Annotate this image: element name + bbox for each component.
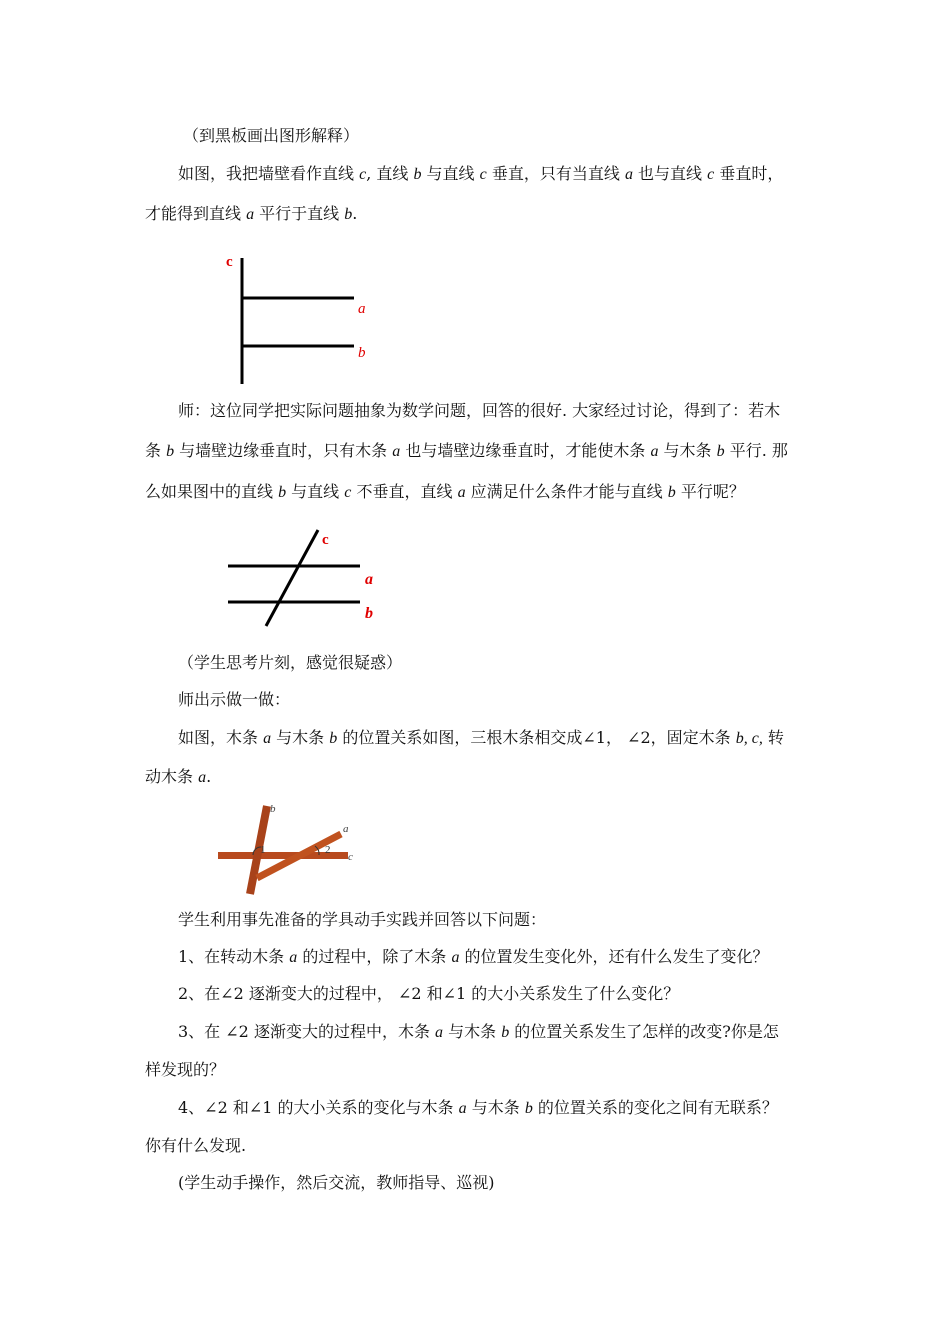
- text: 转: [762, 728, 784, 747]
- figure-wooden-sticks: [215, 800, 365, 900]
- var-a: a: [435, 1024, 444, 1041]
- text: 3、在 ∠2 逐渐变大的过程中，木条: [178, 1022, 436, 1041]
- var-a: a: [392, 443, 401, 460]
- paragraph-teacher-remark-line2: [145, 441, 788, 462]
- text: 平行. 那: [724, 441, 788, 460]
- text: 的位置发生变化外，还有什么发生了变化？: [459, 947, 769, 966]
- text: 与直线: [286, 482, 345, 501]
- var-b: b: [524, 1100, 533, 1117]
- text: 如图，我把墙壁看作直线: [178, 164, 360, 183]
- label-b: b: [365, 605, 373, 622]
- question-3-cont: 样发现的？: [145, 1060, 226, 1079]
- paragraph-wall-explanation: [178, 164, 783, 185]
- var-b: b: [166, 443, 175, 460]
- text: 平行呢？: [675, 482, 745, 501]
- text: 与木条: [271, 728, 330, 747]
- var-b: b: [501, 1024, 510, 1041]
- text: 的过程中，除了木条: [297, 947, 452, 966]
- text: 4、∠2 和∠1 的大小关系的变化与木条: [178, 1098, 459, 1117]
- label-a: a: [365, 571, 373, 588]
- paragraph-wall-explanation-cont: [145, 204, 357, 225]
- text: 与墙壁边缘垂直时，只有木条: [174, 441, 393, 460]
- var-b: b: [278, 484, 287, 501]
- text: 动木条: [145, 767, 199, 786]
- var-a: a: [451, 949, 460, 966]
- text: 垂直，只有当直线: [486, 164, 625, 183]
- var-c: c: [344, 484, 352, 501]
- label-a: a: [358, 301, 366, 317]
- note-teacher-shows-activity: 师出示做一做：: [178, 690, 291, 709]
- question-1: [178, 947, 769, 968]
- text: 与直线: [421, 164, 480, 183]
- paragraph-teacher-remark: 师：这位同学把实际问题抽象为数学问题，回答的很好. 大家经过讨论，得到了：若木: [178, 401, 781, 420]
- var-a: a: [457, 484, 466, 501]
- note-draw-on-board: （到黑板画出图形解释）: [183, 126, 360, 145]
- line-c: [266, 530, 318, 626]
- text: 也与直线: [632, 164, 708, 183]
- var-c: c: [359, 166, 367, 183]
- label-b: b: [358, 345, 366, 361]
- var-a: a: [263, 730, 272, 747]
- text: 与木条: [658, 441, 717, 460]
- text: 才能得到直线: [145, 204, 247, 223]
- var-b: b: [329, 730, 338, 747]
- text: 应满足什么条件才能与直线: [465, 482, 668, 501]
- var-a: a: [624, 166, 633, 183]
- label-b: b: [270, 803, 276, 815]
- var-a: a: [246, 206, 255, 223]
- text: 的位置关系如图，三根木条相交成∠1， ∠2，固定木条: [337, 728, 736, 747]
- paragraph-activity-description-cont: [145, 767, 211, 788]
- var-c: c: [707, 166, 715, 183]
- figure-perpendicular-lines: [215, 245, 385, 390]
- label-1: 1: [260, 844, 266, 856]
- paragraph-student-practice: 学生利用事先准备的学具动手实践并回答以下问题：: [178, 910, 547, 929]
- text: 与木条: [443, 1022, 502, 1041]
- text: 的位置关系的变化之间有无联系？: [532, 1098, 778, 1117]
- text: 1、在转动木条: [178, 947, 290, 966]
- note-hands-on-operation: (学生动手操作，然后交流，教师指导、巡视): [178, 1173, 495, 1192]
- note-students-thinking: （学生思考片刻，感觉很疑惑）: [178, 653, 403, 672]
- label-c: c: [322, 532, 329, 548]
- text: 的位置关系发生了怎样的改变?你是怎: [509, 1022, 779, 1041]
- label-2: 2: [325, 844, 331, 856]
- var-a: a: [289, 949, 298, 966]
- label-a: a: [343, 823, 349, 835]
- question-3: [178, 1022, 779, 1043]
- var-bc: b, c,: [735, 730, 763, 747]
- var-c: c: [479, 166, 487, 183]
- var-a: a: [650, 443, 659, 460]
- figure-oblique-transversal: [220, 522, 385, 632]
- text: 也与墙壁边缘垂直时，才能使木条: [400, 441, 651, 460]
- text: 不垂直，直线: [351, 482, 458, 501]
- var-b: b: [667, 484, 676, 501]
- text: 垂直时，: [714, 164, 784, 183]
- var-a: a: [458, 1100, 467, 1117]
- var-b: b: [413, 166, 422, 183]
- question-2: 2、在∠2 逐渐变大的过程中， ∠2 和∠1 的大小关系发生了什么变化？: [178, 984, 680, 1003]
- paragraph-activity-description: [178, 728, 784, 749]
- text: , 直线: [366, 164, 414, 183]
- var-b: b: [344, 206, 353, 223]
- text: 与木条: [466, 1098, 525, 1117]
- text: 平行于直线: [254, 204, 345, 223]
- paragraph-teacher-remark-line3: [145, 482, 745, 503]
- text: 如图，木条: [178, 728, 264, 747]
- text: .: [206, 767, 212, 786]
- question-4-cont: 你有什么发现.: [145, 1136, 247, 1155]
- var-b: b: [716, 443, 725, 460]
- text: 条: [145, 441, 167, 460]
- label-c: c: [226, 254, 233, 270]
- text: 么如果图中的直线: [145, 482, 279, 501]
- var-a: a: [198, 769, 207, 786]
- text: .: [352, 204, 358, 223]
- question-4: [178, 1098, 778, 1119]
- label-c: c: [348, 851, 353, 863]
